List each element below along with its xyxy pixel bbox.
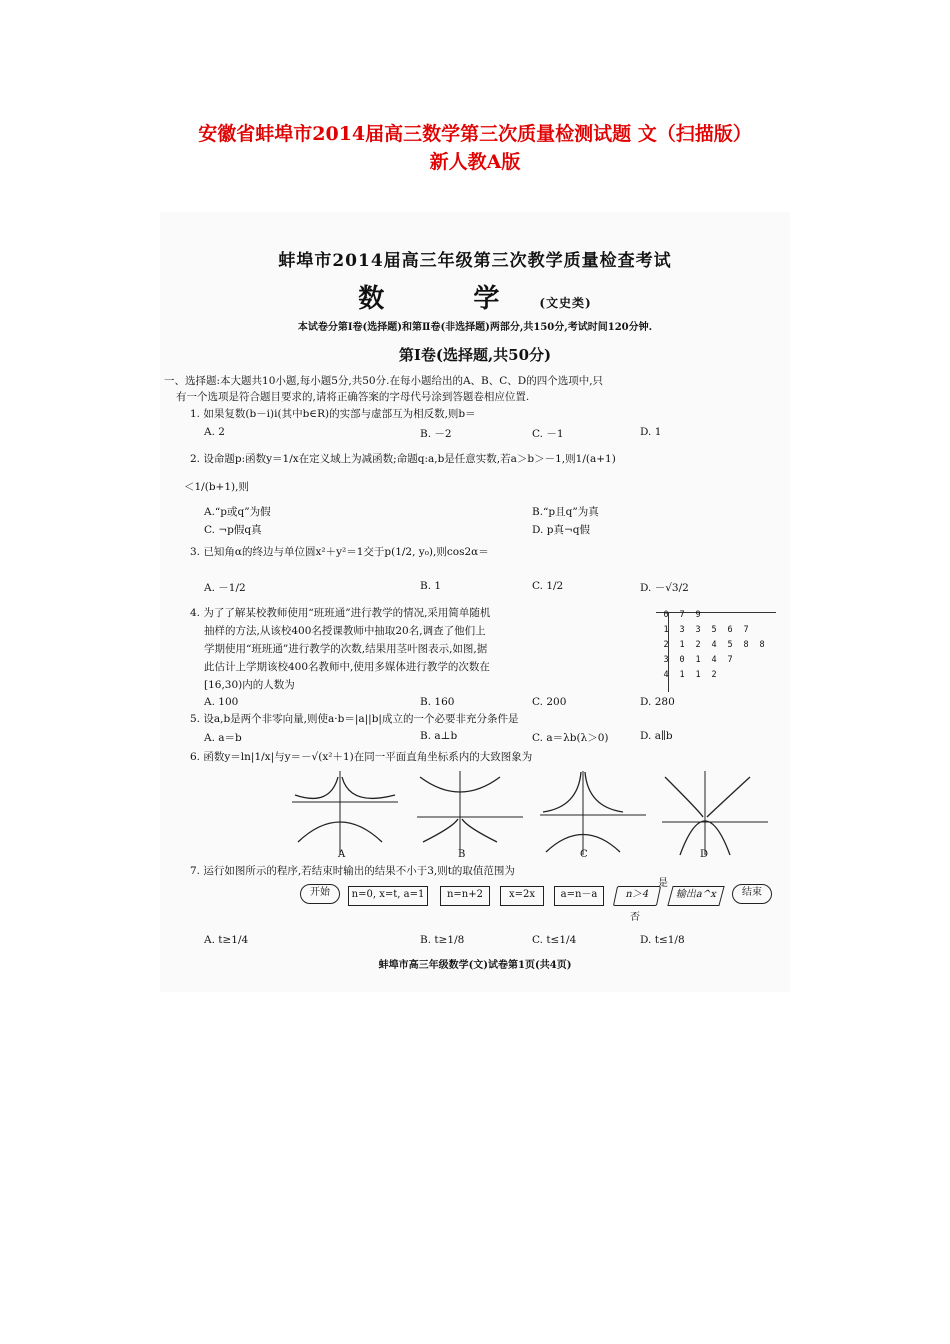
question-2-cont: ＜1/(b+1),则 [184, 481, 249, 493]
question-1: 1. 如果复数(b－i)i(其中b∈R)的实部与虚部互为相反数,则b＝ [190, 408, 476, 420]
leaf-value: 1 [679, 670, 685, 680]
leaf-value: 7 [679, 610, 685, 620]
stem-leaf-row [658, 610, 778, 625]
q5-option-c: C. a＝λb(λ＞0) [532, 732, 609, 744]
document-title-line1: 安徽省蚌埠市2014届高三数学第三次质量检测试题 文（扫描版） [198, 123, 752, 145]
section-heading-2: 有一个选项是符合题目要求的,请将正确答案的字母代号涂到答题卷相应位置. [176, 391, 530, 403]
q1-option-c: C. －1 [532, 428, 564, 440]
graph-label-c: C [580, 849, 588, 860]
q7-option-c: C. t≤1/4 [532, 934, 577, 946]
flow-step-x: x=2x [500, 886, 544, 906]
leaf-value: 5 [711, 625, 717, 635]
leaf-value: 5 [727, 640, 733, 650]
stem-value: 2 [663, 640, 669, 650]
q2-option-d: D. p真¬q假 [532, 524, 590, 536]
exam-header: 蚌埠市2014届高三年级第三次教学质量检查考试 [278, 251, 672, 271]
exam-intro: 本试卷分第Ⅰ卷(选择题)和第Ⅱ卷(非选择题)两部分,共150分,考试时间120分钟. [297, 322, 653, 333]
leaf-value: 0 [679, 655, 685, 665]
graph-label-b: B [458, 849, 466, 860]
document-title-line2: 新人教A版 [429, 151, 521, 173]
q5-option-d: D. a∥b [640, 730, 673, 742]
question-5: 5. 设a,b是两个非零向量,则使a·b＝|a||b|成立的一个必要非充分条件是 [190, 713, 519, 725]
question-4-line4: 此估计上学期该校400名教师中,使用多媒体进行教学的次数在 [204, 661, 490, 673]
exam-subject [160, 278, 790, 315]
question-4-line5: [16,30)内的人数为 [204, 679, 295, 691]
leaf-value: 3 [695, 625, 701, 635]
leaf-value: 7 [743, 625, 749, 635]
q1-option-d: D. 1 [640, 426, 662, 438]
stem-value: 0 [663, 610, 669, 620]
leaf-value: 1 [695, 670, 701, 680]
flow-output: 输出a^x [667, 886, 724, 906]
q1-option-a: A. 2 [204, 426, 225, 438]
section-heading: 一、选择题:本大题共10小题,每小题5分,共50分.在每小题给出的A、B、C、D的四个选项中,只 [164, 375, 604, 387]
q7-option-b: B. t≥1/8 [420, 934, 465, 946]
stem-leaf-row [658, 655, 778, 670]
stem-value: 1 [663, 625, 669, 635]
q5-option-a: A. a＝b [204, 732, 242, 744]
flow-step-n: n=n+2 [440, 886, 490, 906]
part-one-heading: 第Ⅰ卷(选择题,共50分) [398, 346, 552, 364]
question-4-line1: 4. 为了了解某校教师使用“班班通”进行教学的情况,采用简单随机 [190, 607, 491, 619]
flow-condition: n＞4 [613, 886, 661, 906]
page-footer: 蚌埠市高三年级数学(文)试卷第1页(共4页) [378, 960, 572, 971]
q4-option-b: B. 160 [420, 696, 455, 708]
q3-option-d: D. －√3/2 [640, 582, 689, 594]
question-4-line3: 学期使用“班班通”进行教学的次数,结果用茎叶图表示,如图,据 [204, 643, 488, 655]
flow-yes-label: 是 [658, 878, 668, 889]
leaf-value: 2 [711, 670, 717, 680]
question-2: 2. 设命题p:函数y＝1/x在定义域上为减函数;命题q:a,b是任意实数,若a＞b＞－1,则1/(a+1) [190, 453, 616, 465]
graph-option-b [415, 767, 525, 857]
stem-leaf-row [658, 640, 778, 655]
leaf-value: 7 [727, 655, 733, 665]
leaf-value: 8 [743, 640, 749, 650]
stem-leaf-row [658, 625, 778, 640]
question-4-line2: 抽样的方法,从该校400名授课教师中抽取20名,调查了他们上 [204, 625, 486, 637]
subject-note: (文史类) [539, 296, 592, 310]
question-6: 6. 函数y＝ln|1/x|与y＝－√(x²＋1)在同一平面直角坐标系内的大致图象为 [190, 751, 533, 763]
q7-option-a: A. t≥1/4 [204, 934, 249, 946]
question-7: 7. 运行如图所示的程序,若结束时输出的结果不小于3,则t的取值范围为 [190, 865, 515, 877]
graph-option-d [660, 767, 770, 857]
scanned-exam-page [160, 212, 790, 992]
leaf-value: 6 [727, 625, 733, 635]
leaf-value: 8 [759, 640, 765, 650]
leaf-value: 4 [711, 655, 717, 665]
q2-option-a: A.“p或q”为假 [204, 506, 271, 518]
flow-start: 开始 [300, 884, 340, 904]
q2-option-b: B.“p且q”为真 [532, 506, 599, 518]
q2-option-c: C. ¬p假q真 [204, 524, 262, 536]
question-3: 3. 已知角α的终边与单位圆x²＋y²＝1交于p(1/2, y₀),则cos2α＝ [190, 546, 489, 558]
q1-option-b: B. －2 [420, 428, 452, 440]
stem-leaf-row [658, 670, 778, 685]
q4-option-c: C. 200 [532, 696, 567, 708]
q7-option-d: D. t≤1/8 [640, 934, 685, 946]
leaf-value: 1 [679, 640, 685, 650]
q3-option-b: B. 1 [420, 580, 442, 592]
flow-no-label: 否 [630, 912, 640, 923]
q4-option-d: D. 280 [640, 696, 675, 708]
q5-option-b: B. a⊥b [420, 730, 458, 742]
leaf-value: 2 [695, 640, 701, 650]
graph-option-c [538, 767, 648, 857]
q3-option-c: C. 1/2 [532, 580, 564, 592]
stem-value: 3 [663, 655, 669, 665]
leaf-value: 9 [695, 610, 701, 620]
q3-option-a: A. －1/2 [204, 582, 246, 594]
q4-option-a: A. 100 [204, 696, 239, 708]
stem-leaf-plot [658, 610, 778, 685]
flow-step-a: a=n－a [554, 886, 604, 906]
subject-text: 数 学 [358, 284, 540, 314]
stem-value: 4 [663, 670, 669, 680]
flow-end: 结束 [732, 884, 772, 904]
leaf-value: 1 [695, 655, 701, 665]
leaf-value: 4 [711, 640, 717, 650]
document-title [0, 120, 950, 176]
graph-label-d: D [700, 849, 709, 860]
flow-init: n=0, x=t, a=1 [348, 886, 428, 906]
graph-label-a: A [338, 849, 346, 860]
leaf-value: 3 [679, 625, 685, 635]
graph-option-a [290, 767, 400, 857]
